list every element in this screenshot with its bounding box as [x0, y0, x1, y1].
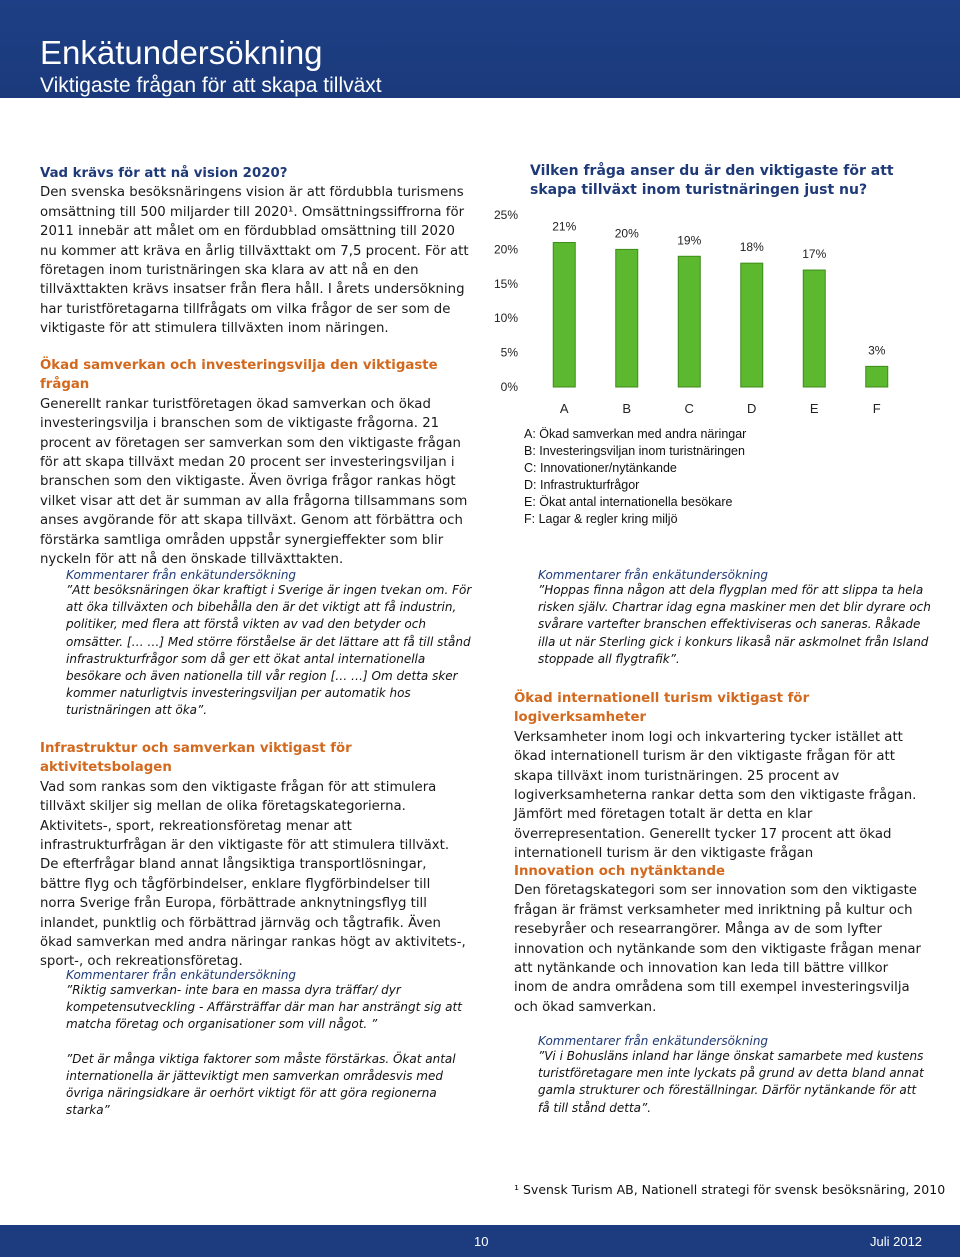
comment-line: turistföretagare men inte lyckats på grund av detta bland annat: [538, 1066, 924, 1081]
x-tick-label-a: A: [559, 401, 569, 416]
section-samverkan: [40, 356, 480, 569]
chart-title: Vilken fråga anser du är den viktigaste för att skapa tillväxt inom turistnäringen just nu?: [530, 163, 894, 198]
bar-c: [678, 256, 700, 387]
comment-heading: Kommentarer från enkätundersökning: [66, 568, 297, 582]
comment-block-2: [66, 968, 476, 1119]
section-line: infrastrukturfrågan är den viktigaste för att stimulera tillväxt.: [40, 838, 450, 854]
section-line: tillväxt skiljer sig mellan de olika företagskategorierna.: [40, 799, 406, 815]
comment-line: illa ut när Sterling gick i konkurs likaså när askmolnet från Island: [538, 634, 929, 649]
page-title: Enkätundersökning: [40, 34, 323, 71]
bar-e: [803, 270, 825, 387]
section-heading: Ökad internationell turism viktigast för logiverksamheter: [514, 691, 810, 726]
section-line: procent av företagen ser samverkan som den viktigaste frågan: [40, 435, 461, 451]
page-header: [0, 0, 960, 98]
section-line: frågan är främst verksamheter med inriktning på kultur och: [514, 902, 913, 918]
section-line: och ökad samverkan.: [514, 999, 657, 1015]
comment-line: svårare vartefter branschen effektiviseras och saneras. Råkade: [538, 617, 921, 632]
comment-line: politiker, med flera att förstå vikten av vad den betyder och: [66, 617, 426, 632]
section-heading: Ökad samverkan och investeringsvilja den viktigaste frågan: [40, 358, 438, 393]
legend-item-b: B: Investeringsviljan inom turistnäringen: [524, 444, 745, 458]
comment-line: ”Det är många viktiga faktorer som måste förstärkas. Ökat antal: [66, 1051, 456, 1066]
intro-line: har turistföretagarna tillfrågats om vilka frågor de ser som de: [40, 301, 451, 317]
x-tick-label-e: E: [809, 401, 819, 416]
section-line: inlandet, punktlig och förbättrad järnväg och tågtrafik. Även: [40, 915, 441, 931]
section-line: investeringsvilja i branschen som de viktigaste frågorna. 21: [40, 416, 440, 432]
legend-item-c: C: Innovationer/nytänkande: [524, 461, 677, 475]
footnote: ¹ Svensk Turism AB, Nationell strategi för svensk besöksnäring, 2010: [514, 1182, 946, 1197]
intro-line: nu kommer att kräva en årlig tillväxttakt om 7,5 procent. För att: [40, 243, 469, 259]
intro-line: företagen inom turistnäringen ska klara av att nå en den: [40, 263, 419, 279]
comment-block-4: [538, 1034, 938, 1117]
bar-f: [866, 366, 888, 387]
page-subtitle: Viktigaste frågan för att skapa tillväxt: [40, 74, 382, 97]
section-line: Vad som rankas som den viktigaste frågan för att stimulera: [40, 779, 437, 795]
x-tick-label-d: D: [747, 401, 757, 416]
comment-line: gamla strukturer och föreställningar. Därför nytänkande för att: [538, 1083, 917, 1098]
y-tick-label: 0%: [500, 380, 518, 394]
comment-heading: Kommentarer från enkätundersökning: [538, 568, 769, 582]
section-line: Generellt rankar turistföretagen ökad samverkan och ökad: [40, 396, 431, 412]
y-tick-label: 15%: [493, 276, 518, 291]
value-label-b: 20%: [614, 226, 639, 241]
section-line: De efterfrågar bland annat långsiktiga transportlösningar,: [40, 857, 427, 873]
intro-line: 2011 innebär att målet om en fördubblad omsättning till 2020: [40, 224, 455, 240]
intro-block: [40, 164, 480, 339]
value-label-a: 21%: [552, 219, 577, 234]
section-line: Jämfört med företagen totalt är detta en klar: [514, 807, 813, 823]
section-line: Den företagskategori som ser innovation som den viktigaste: [514, 883, 917, 899]
legend-item-d: D: Infrastrukturfrågor: [524, 478, 640, 492]
comment-line: få till stånd detta”.: [538, 1100, 652, 1115]
legend-item-e: E: Ökat antal internationella besökare: [524, 495, 733, 509]
section-line: för att skapa tillväxt medan 20 procent ser investeringsviljan i: [40, 455, 455, 471]
section-line: anses avgörande för att skapa tillväxt. Genom att förbättra och: [40, 513, 463, 529]
comment-line: stoppade all flygtrafik”.: [538, 651, 680, 666]
section-line: logiverksamheterna rankar detta som den viktigaste frågan.: [514, 788, 917, 804]
value-label-c: 19%: [677, 233, 702, 248]
section-logi: [514, 689, 934, 864]
comment-line: matcha företag och organisationer som vill något. ”: [66, 1017, 378, 1032]
section-line: nyckeln för att nå den önskade tillväxttakten.: [40, 552, 344, 568]
section-line: norra Sverige från Europa, förbättrade anknytningsflyg till: [40, 896, 427, 912]
comment-line: ”Hoppas finna någon att dela flygplan med för att slippa ta hela: [538, 583, 924, 597]
section-line: internationell turism är den viktigaste frågan: [514, 846, 814, 862]
section-line: innovation och nytänkande som den viktigaste frågan menar: [514, 941, 922, 957]
legend-item-f: F: Lagar & regler kring miljö: [524, 512, 678, 526]
comment-line: kommer naturligtvis investeringsviljan per automatik hos: [66, 686, 411, 701]
x-tick-label-c: C: [684, 401, 694, 416]
bar-b: [616, 249, 638, 387]
section-line: överrepresentation. Generellt tycker 17 procent att ökad: [514, 826, 892, 842]
page-number: 10: [474, 1234, 489, 1249]
section-line: ökad samverkan med andra näringar rankas högt av aktivitets-,: [40, 935, 466, 951]
section-heading: Innovation och nytänktande: [514, 864, 726, 879]
section-line: Verksamheter inom logi och inkvartering tycker istället att: [514, 729, 903, 745]
legend-item-a: A: Ökad samverkan med andra näringar: [524, 427, 747, 441]
comment-line: kompetensutveckling - Affärsträffar där man har ansträngt sig att: [66, 1000, 462, 1015]
section-innovation: [514, 862, 934, 1017]
section-line: sport-, och rekreationsföretag.: [40, 954, 243, 970]
section-line: förstärka samtliga områden uppstår synergieffekter som blir: [40, 532, 444, 548]
comment-heading: Kommentarer från enkätundersökning: [538, 1034, 769, 1048]
y-tick-label: 10%: [493, 311, 518, 326]
value-label-d: 18%: [739, 240, 764, 255]
section-line: skapa tillväxt inom turistnäringen. 25 procent av: [514, 768, 840, 784]
comment-line: ”Riktig samverkan- inte bara en massa dyra träffar/ dyr: [66, 983, 401, 997]
comment-line: besökare och även nationella till vår region [… …] Om detta sker: [66, 669, 458, 684]
section-line: bättre flyg och tågförbindelser, enklare flygförbindelser till: [40, 876, 431, 892]
comment-line: ”Vi i Bohusläns inland har länge önskat samarbete med kustens: [538, 1049, 924, 1063]
section-line: inom de andra områdena som till exempel investeringsvilja: [514, 980, 910, 996]
y-tick-label: 5%: [500, 345, 518, 360]
comment-block-3: [538, 568, 938, 668]
intro-line: omsättning till 500 miljarder till 2020¹. Omsättningssiffrorna för: [40, 204, 465, 220]
page-footer: [0, 1225, 960, 1257]
y-tick-label: 25%: [493, 208, 518, 222]
comment-line: att öka tillväxten och bibehålla den är det viktigt att få industrin,: [66, 600, 457, 615]
intro-line: tillväxttakten krävs insatser från flera håll. I årets undersökning: [40, 282, 465, 298]
section-line: Aktivitets-, sport, rekreationsföretag menar att: [40, 818, 352, 834]
bar-chart: [488, 205, 918, 420]
comment-line: risken själv. Chartrar idag egna maskiner men det blir dyrare och: [538, 600, 931, 615]
y-tick-label: 20%: [493, 242, 518, 257]
comment-line: ”Att besöksnäringen ökar kraftigt i Sverige är ingen tvekan om. För: [66, 583, 472, 597]
section-line: resebyråer och researrangörer. Många av de som lyfter: [514, 922, 882, 938]
bar-a: [553, 243, 575, 387]
comment-line: infrastrukturfrågor som då ger ett ökat antal internationella: [66, 651, 426, 666]
section-infrastruktur: [40, 739, 480, 972]
intro-line: Den svenska besöksnäringens vision är att fördubbla turismens: [40, 185, 464, 201]
x-tick-label-b: B: [622, 401, 632, 416]
bar-d: [741, 263, 763, 387]
comment-line: internationella är jätteviktigt men samverkan områdesvis med: [66, 1068, 443, 1083]
comment-line: omsätter. [… …] Med större förståelse är det lättare att få till stånd: [66, 634, 471, 649]
footer-date: Juli 2012: [870, 1234, 923, 1249]
comment-line: starka”: [66, 1103, 110, 1118]
comment-block-1: [66, 568, 476, 720]
value-label-e: 17%: [802, 247, 827, 262]
intro-heading: Vad krävs för att nå vision 2020?: [40, 166, 288, 181]
chart-legend: [524, 426, 746, 528]
intro-line: viktigaste för att stimulera tillväxten inom näringen.: [40, 321, 389, 337]
section-line: vilket visar att det är summan av alla frågorna tillsammans som: [40, 493, 468, 509]
section-line: ökad internationell turism är den viktigaste frågan för att: [514, 749, 895, 765]
comment-line: övriga näringsidkare är oerhört viktigt för att göra regionerna: [66, 1086, 437, 1101]
comment-line: turistnäringen att öka”.: [66, 703, 208, 718]
section-line: branschen som den viktigaste. Även övriga frågor rankas högt: [40, 474, 456, 490]
value-label-f: 3%: [868, 343, 886, 358]
section-line: att nytänkande och innovation kan leda till bättre villkor: [514, 961, 889, 977]
comment-heading: Kommentarer från enkätundersökning: [66, 968, 297, 982]
section-heading: Infrastruktur och samverkan viktigast för aktivitetsbolagen: [40, 741, 352, 776]
x-tick-label-f: F: [872, 401, 881, 416]
